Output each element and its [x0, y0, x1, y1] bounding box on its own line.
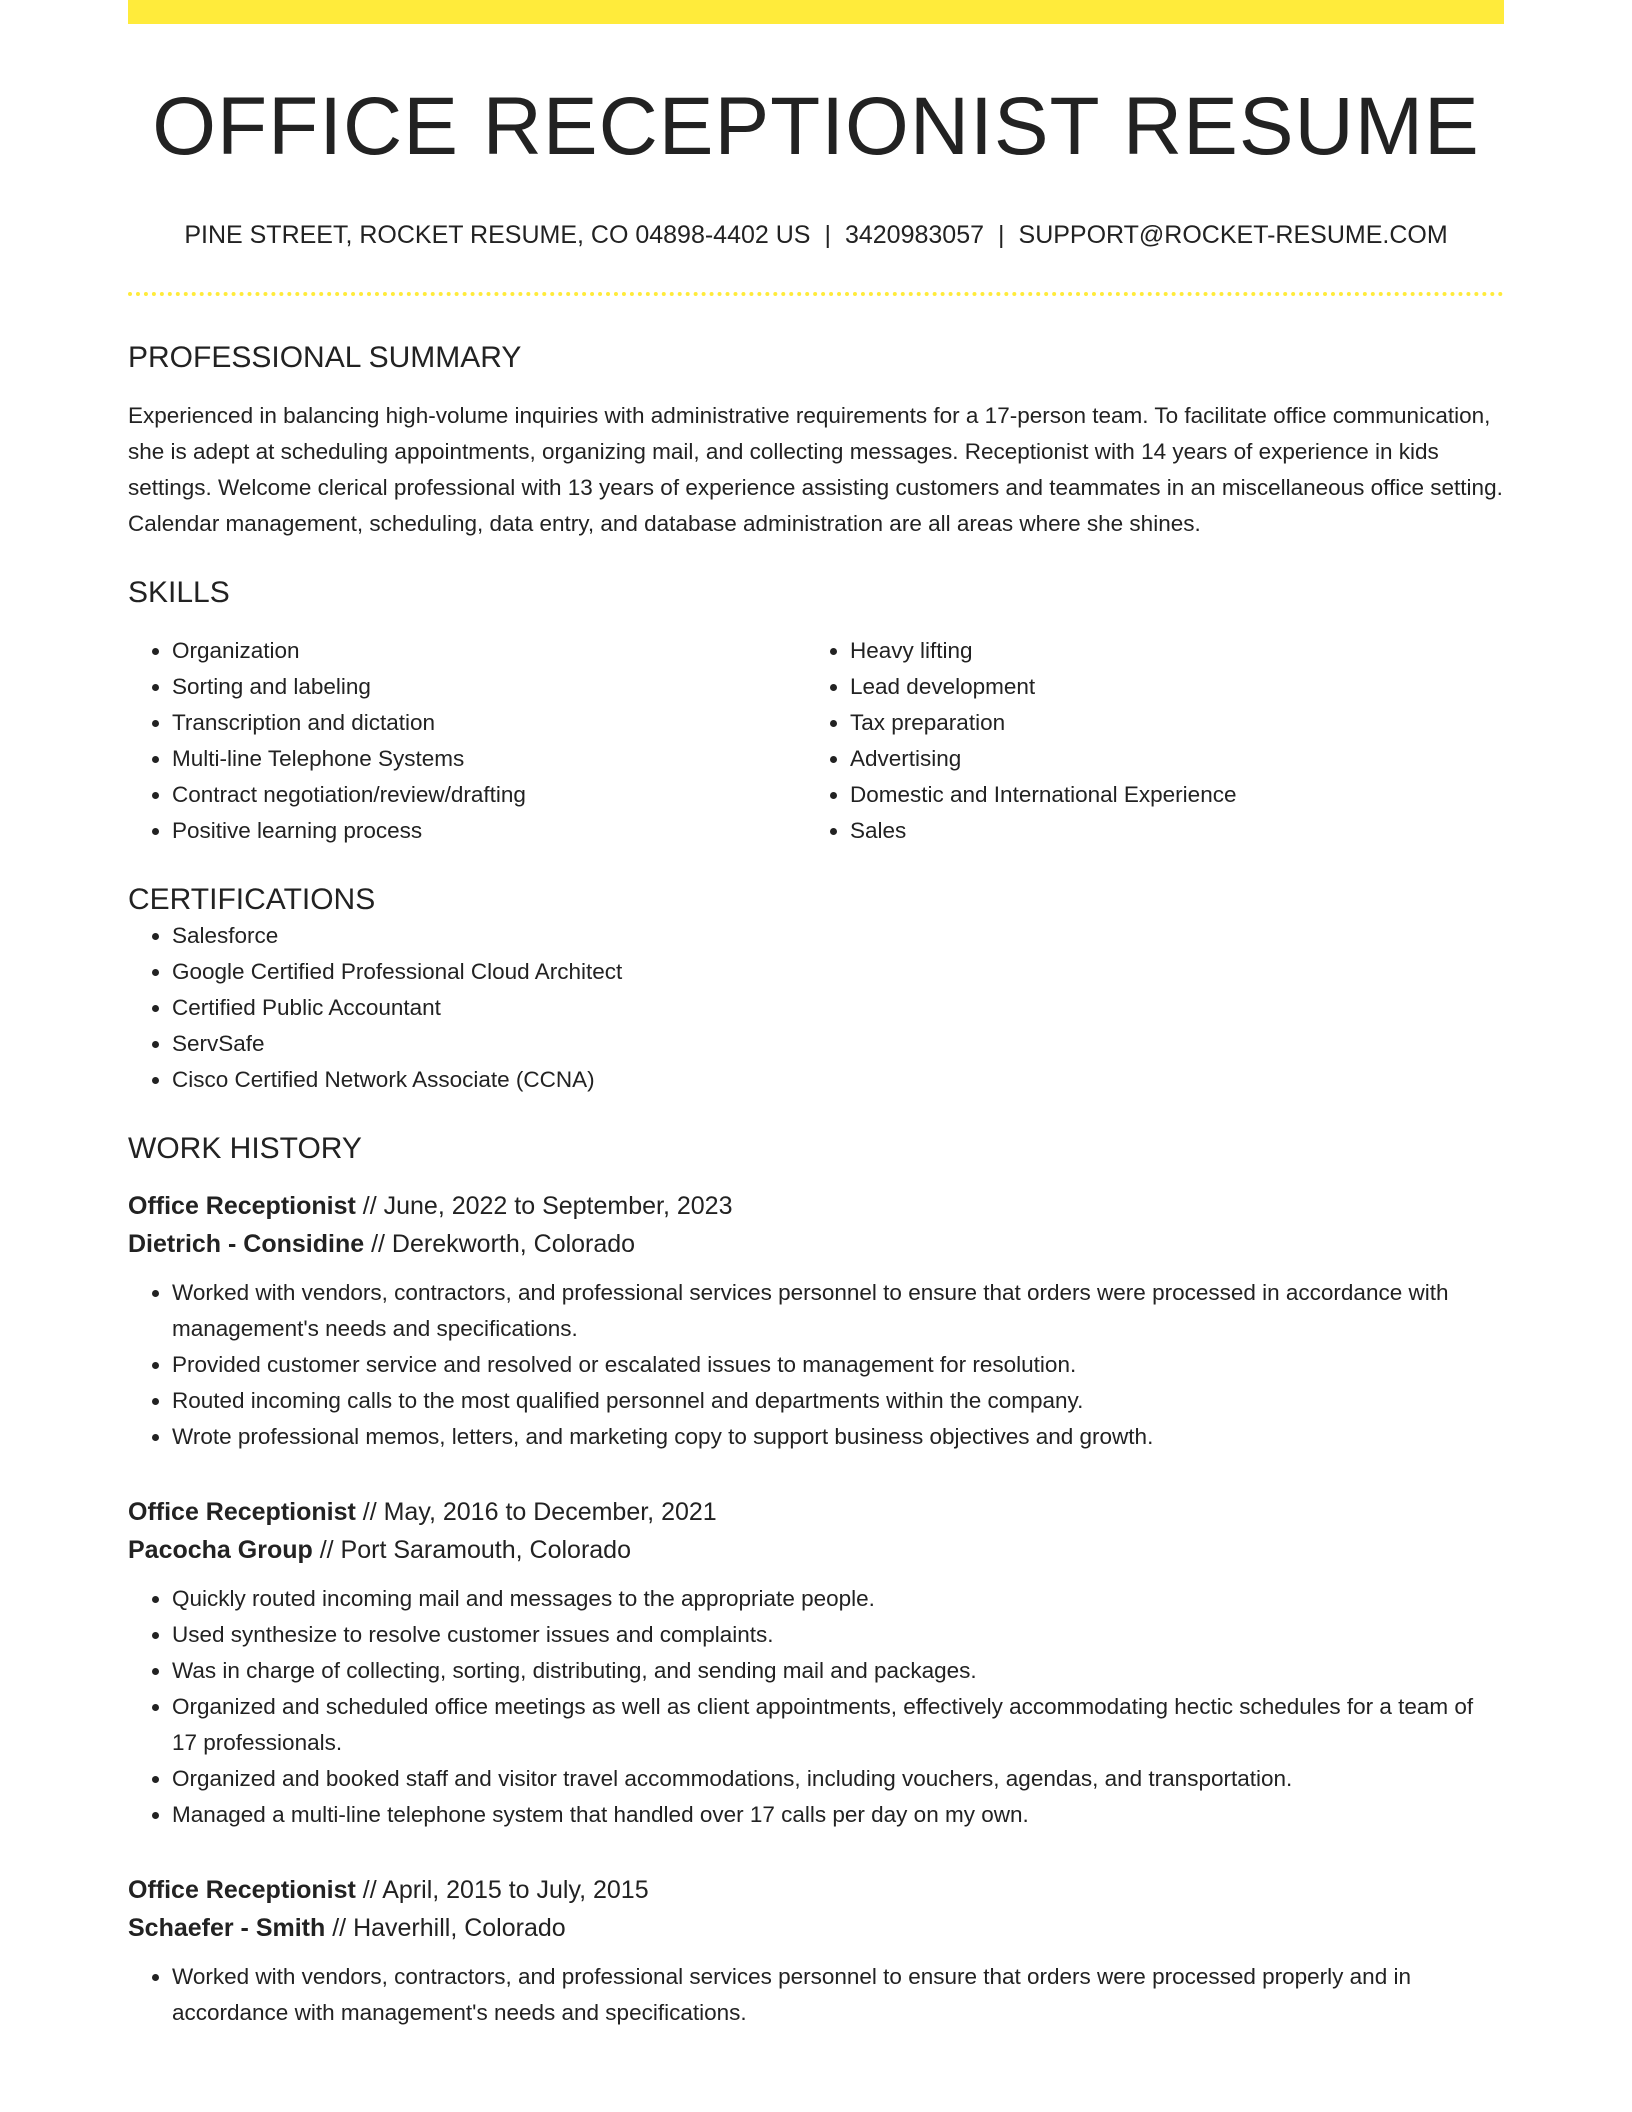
contact-email: SUPPORT@ROCKET-RESUME.COM	[1018, 221, 1448, 250]
work-history-heading: WORK HISTORY	[128, 1132, 362, 1166]
skill-item: • Positive learning process	[172, 813, 806, 849]
skill-item: • Domestic and International Experience	[850, 777, 1484, 813]
job-bullet: • Provided customer service and resolved or escalated issues to management for resolution.	[172, 1347, 1504, 1383]
job-bullets	[128, 1959, 1504, 2031]
skills-heading: SKILLS	[128, 576, 230, 610]
job-bullets	[128, 1275, 1504, 1455]
certification-item: • Google Certified Professional Cloud Architect	[172, 954, 1504, 990]
job-dates: // June, 2022 to September, 2023	[355, 1192, 733, 1221]
skill-item: • Heavy lifting	[850, 633, 1484, 669]
job-location: // Port Saramouth, Colorado	[312, 1536, 631, 1565]
skills-column-right	[806, 633, 1484, 849]
job-bullet: • Organized and scheduled office meetings as well as client appointments, effectively accommodating hectic schedules for a team of 17 professionals.	[172, 1689, 1504, 1761]
skills-columns	[128, 633, 1504, 849]
skill-item: • Sorting and labeling	[172, 669, 806, 705]
job-bullet: • Organized and booked staff and visitor travel accommodations, including vouchers, agendas, and transportation.	[172, 1761, 1504, 1797]
job-role: Office Receptionist	[128, 1498, 356, 1527]
dotted-divider	[128, 292, 1504, 296]
resume-page	[128, 0, 1504, 2031]
skills-list-right	[806, 633, 1484, 849]
certifications-list	[128, 918, 1504, 1098]
job-entry	[128, 1493, 1504, 1833]
job-bullet: • Used synthesize to resolve customer issues and complaints.	[172, 1617, 1504, 1653]
job-bullet: • Worked with vendors, contractors, and professional services personnel to ensure that orders were processed properly and in accordance with management's needs and specifications.	[172, 1959, 1504, 2031]
skills-column-left	[128, 633, 806, 849]
certifications-heading: CERTIFICATIONS	[128, 883, 376, 917]
accent-top-bar	[128, 0, 1504, 24]
job-dates: // May, 2016 to December, 2021	[355, 1498, 717, 1527]
job-role: Office Receptionist	[128, 1876, 356, 1905]
job-entry	[128, 1187, 1504, 1455]
contact-phone: 3420983057	[844, 221, 985, 250]
job-bullet: • Managed a multi-line telephone system that handled over 17 calls per day on my own.	[172, 1797, 1504, 1833]
resume-title: OFFICE RECEPTIONIST RESUME	[152, 81, 1480, 172]
summary-heading: PROFESSIONAL SUMMARY	[128, 341, 522, 375]
skill-item: • Contract negotiation/review/drafting	[172, 777, 806, 813]
job-company-line	[128, 1225, 1504, 1263]
skills-list-left	[128, 633, 806, 849]
contact-address: PINE STREET, ROCKET RESUME, CO 04898-4402 US	[184, 221, 811, 250]
job-bullet: • Wrote professional memos, letters, and marketing copy to support business objectives and growth.	[172, 1419, 1504, 1455]
job-dates: // April, 2015 to July, 2015	[355, 1876, 649, 1905]
skill-item: • Multi-line Telephone Systems	[172, 741, 806, 777]
certification-item: • Cisco Certified Network Associate (CCNA)	[172, 1062, 1504, 1098]
job-entry	[128, 1871, 1504, 2031]
certification-item: • Salesforce	[172, 918, 1504, 954]
job-location: // Derekworth, Colorado	[364, 1230, 636, 1259]
job-company-line	[128, 1909, 1504, 1947]
job-role-line	[128, 1187, 1504, 1225]
summary-text: Experienced in balancing high-volume inquiries with administrative requirements for a 17-person team. To facilitate office communication, she is adept at scheduling appointments, organizing mail, and collecting messages. Receptionist with 14 years of experience in kids settings. Welcome clerical professional with 13 years of experience assisting customers and teammates in an miscellaneous office setting. Calendar management, scheduling, data entry, and database administration are all areas where she shines.	[128, 403, 1503, 537]
job-location: // Haverhill, Colorado	[325, 1914, 566, 1943]
job-role-line	[128, 1493, 1504, 1531]
job-bullet: • Was in charge of collecting, sorting, distributing, and sending mail and packages.	[172, 1653, 1504, 1689]
job-bullet: • Worked with vendors, contractors, and professional services personnel to ensure that orders were processed in accordance with management's needs and specifications.	[172, 1275, 1504, 1347]
job-company: Pacocha Group	[128, 1536, 313, 1565]
skill-item: • Sales	[850, 813, 1484, 849]
job-role-line	[128, 1871, 1504, 1909]
job-bullets	[128, 1581, 1504, 1833]
contact-separator: |	[998, 221, 1005, 250]
job-company: Dietrich - Considine	[128, 1230, 365, 1259]
job-company-line	[128, 1531, 1504, 1569]
job-company: Schaefer - Smith	[128, 1914, 326, 1943]
contact-line	[128, 220, 1504, 250]
job-role: Office Receptionist	[128, 1192, 356, 1221]
certification-item: • ServSafe	[172, 1026, 1504, 1062]
skill-item: • Lead development	[850, 669, 1484, 705]
skill-item: • Organization	[172, 633, 806, 669]
skill-item: • Advertising	[850, 741, 1484, 777]
job-bullet: • Quickly routed incoming mail and messages to the appropriate people.	[172, 1581, 1504, 1617]
contact-separator: |	[824, 221, 831, 250]
job-bullet: • Routed incoming calls to the most qualified personnel and departments within the company.	[172, 1383, 1504, 1419]
skill-item: • Transcription and dictation	[172, 705, 806, 741]
certification-item: • Certified Public Accountant	[172, 990, 1504, 1026]
skill-item: • Tax preparation	[850, 705, 1484, 741]
